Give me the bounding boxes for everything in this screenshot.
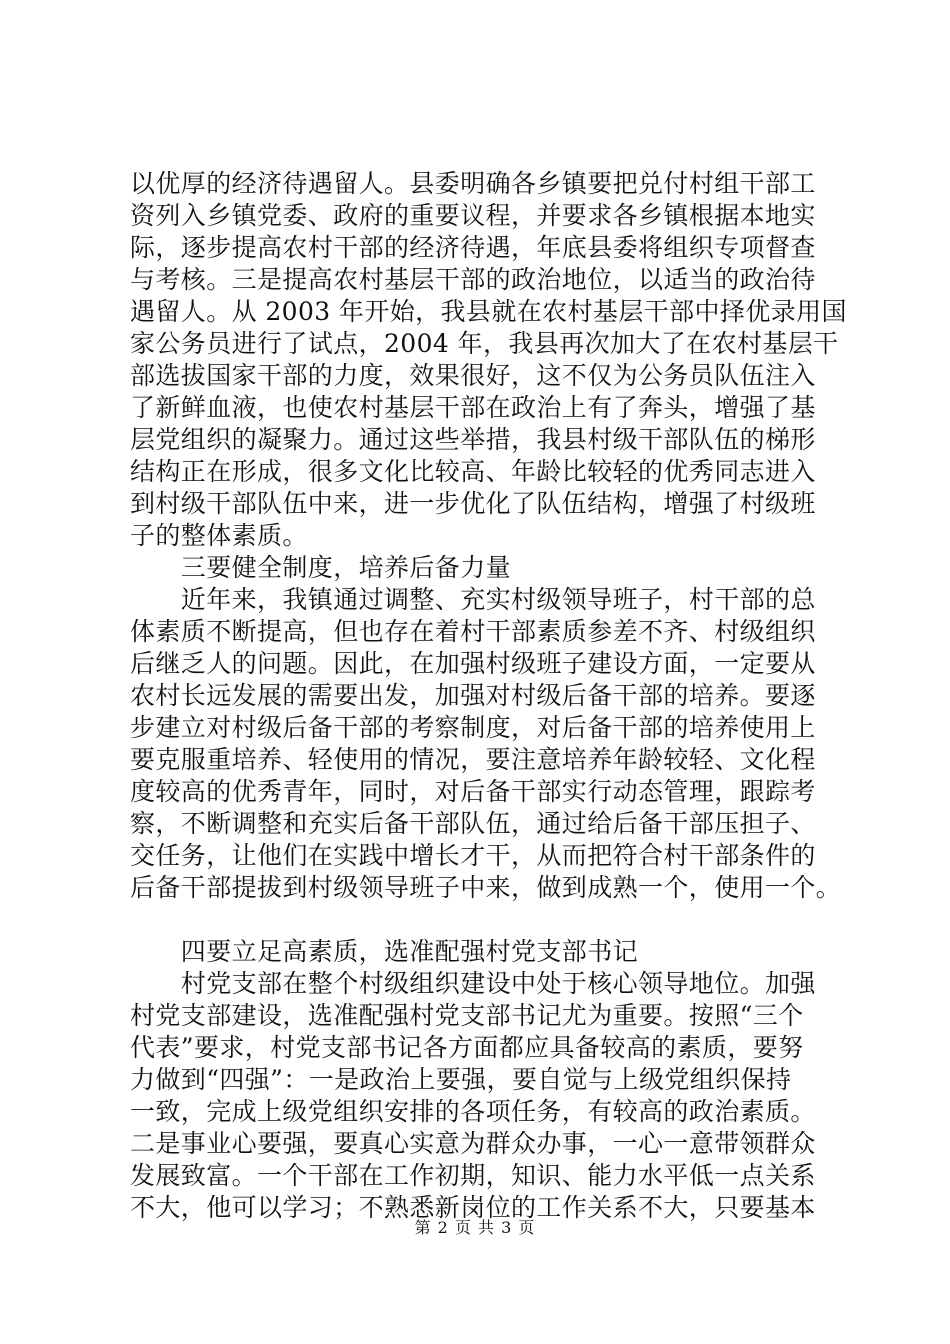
text-line: 交任务，让他们在实践中增长才干，从而把符合村干部条件的 <box>130 841 816 870</box>
text-line: 力做到“四强”：一是政治上要强，要自觉与上级党组织保持 <box>130 1065 792 1094</box>
text-line: 遇留人。从 2003 年开始，我县就在农村基层干部中择优录用国 <box>130 297 847 326</box>
text-line: 与考核。三是提高农村基层干部的政治地位，以适当的政治待 <box>130 265 816 294</box>
text-line: 不大，他可以学习；不熟悉新岗位的工作关系不大，只要基本 <box>130 1193 816 1222</box>
section-heading: 四要立足高素质，选准配强村党支部书记 <box>130 937 639 966</box>
text-line: 部选拔国家干部的力度，效果很好，这不仅为公务员队伍注入 <box>130 361 816 390</box>
text-line: 家公务员进行了试点，2004 年，我县再次加大了在农村基层干 <box>130 329 839 358</box>
text-line: 要克服重培养、轻使用的情况，要注意培养年龄较轻、文化程 <box>130 745 816 774</box>
text-line: 资列入乡镇党委、政府的重要议程，并要求各乡镇根据本地实 <box>130 201 816 230</box>
text-line: 后备干部提拔到村级领导班子中来，做到成熟一个，使用一个。 <box>130 873 842 902</box>
text-line: 层党组织的凝聚力。通过这些举措，我县村级干部队伍的梯形 <box>130 425 816 454</box>
text-line: 以优厚的经济待遇留人。县委明确各乡镇要把兑付村组干部工 <box>130 169 816 198</box>
text-line: 村党支部建设，选准配强村党支部书记尤为重要。按照“三个 <box>130 1001 804 1030</box>
text-line: 代表”要求，村党支部书记各方面都应具备较高的素质，要努 <box>130 1033 804 1062</box>
text-line: 一致，完成上级党组织安排的各项任务，有较高的政治素质。 <box>130 1097 816 1126</box>
section-heading: 三要健全制度，培养后备力量 <box>130 553 512 582</box>
text-line: 体素质不断提高，但也存在着村干部素质参差不齐、村级组织 <box>130 617 816 646</box>
page-number-footer: 第 2 页 共 3 页 <box>414 1218 536 1237</box>
text-line: 际，逐步提高农村干部的经济待遇，年底县委将组织专项督查 <box>130 233 816 262</box>
text-line: 农村长远发展的需要出发，加强对村级后备干部的培养。要逐 <box>130 681 816 710</box>
text-line: 发展致富。一个干部在工作初期，知识、能力水平低一点关系 <box>130 1161 816 1190</box>
blank-line <box>130 904 830 936</box>
text-line: 子的整体素质。 <box>130 521 308 550</box>
text-line: 后继乏人的问题。因此，在加强村级班子建设方面，一定要从 <box>130 649 816 678</box>
text-line: 了新鲜血液，也使农村基层干部在政治上有了奔头，增强了基 <box>130 393 816 422</box>
text-line: 到村级干部队伍中来，进一步优化了队伍结构，增强了村级班 <box>130 489 816 518</box>
text-line: 结构正在形成，很多文化比较高、年龄比较轻的优秀同志进入 <box>130 457 816 486</box>
body-text <box>130 168 847 1224</box>
text-line: 近年来，我镇通过调整、充实村级领导班子，村干部的总 <box>130 585 816 614</box>
text-line: 察，不断调整和充实后备干部队伍，通过给后备干部压担子、 <box>130 809 816 838</box>
text-line: 度较高的优秀青年，同时，对后备干部实行动态管理，跟踪考 <box>130 777 816 806</box>
text-line: 村党支部在整个村级组织建设中处于核心领导地位。加强 <box>130 969 816 998</box>
text-line: 步建立对村级后备干部的考察制度，对后备干部的培养使用上 <box>130 713 816 742</box>
text-line: 二是事业心要强，要真心实意为群众办事，一心一意带领群众 <box>130 1129 816 1158</box>
